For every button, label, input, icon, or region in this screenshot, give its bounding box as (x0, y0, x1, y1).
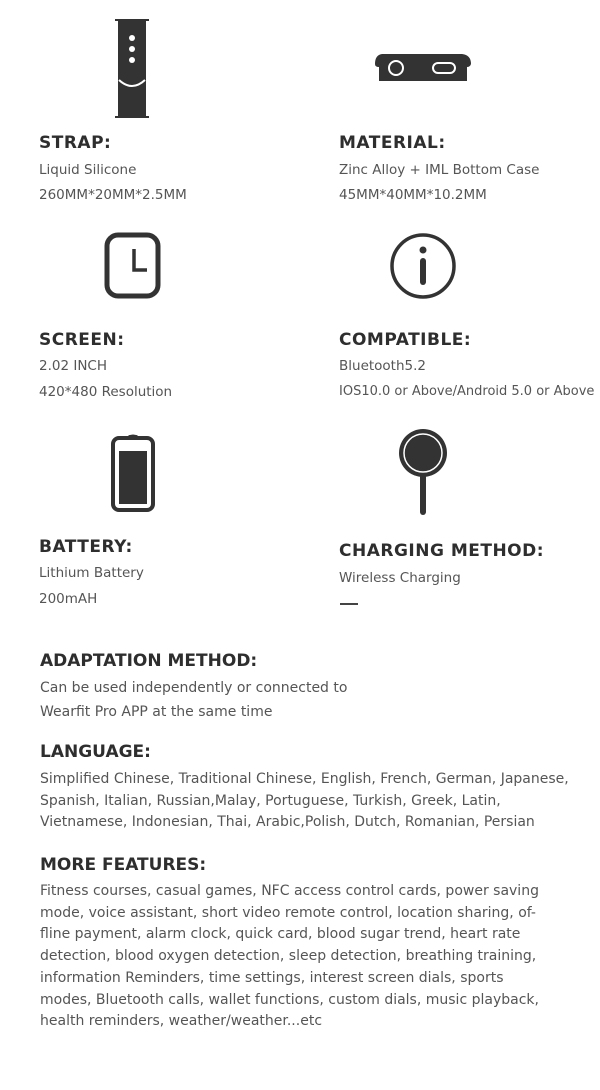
case-dimensions: 45MM*40MM*10.2MM (339, 187, 487, 203)
features-body (40, 881, 580, 1033)
adaptation-line: Can be used independently or connected to (40, 680, 348, 696)
placeholder-dash (340, 603, 358, 605)
language-line: Spanish, Italian, Russian,Malay, Portuguese, Turkish, Greek, Latin, (40, 792, 501, 809)
wireless-charger-icon (398, 429, 448, 517)
screen-resolution: 420*480 Resolution (39, 384, 173, 400)
battery-type: Lithium Battery (39, 565, 144, 581)
language-line: Simplified Chinese, Traditional Chinese, English, French, German, Japanese, (40, 771, 569, 787)
features-line: health reminders, weather/weather...etc (40, 1013, 323, 1030)
features-line: mode, voice assistant, short video remote control, location sharing, of- (40, 904, 536, 921)
adaptation-body (40, 676, 580, 724)
screen-size: 2.02 INCH (39, 358, 108, 374)
language-line: Vietnamese, Indonesian, Thai, Arabic,Polish, Dutch, Romanian, Persian (40, 814, 535, 831)
features-line: information Reminders, time settings, interest screen dials, sports (40, 969, 504, 986)
strap-material: Liquid Silicone (39, 162, 137, 178)
battery-icon (110, 434, 156, 512)
language-title: LANGUAGE: (40, 742, 151, 762)
language-body (40, 769, 580, 834)
bluetooth-version: Bluetooth5.2 (339, 358, 427, 374)
material-title: MATERIAL: (339, 133, 446, 153)
features-line: Fitness courses, casual games, NFC access control cards, power saving (40, 883, 539, 899)
strap-dimensions: 260MM*20MM*2.5MM (39, 187, 187, 203)
battery-capacity: 200mAH (39, 591, 98, 607)
compatible-title: COMPATIBLE: (339, 330, 472, 350)
battery-title: BATTERY: (39, 537, 133, 557)
material-value: Zinc Alloy + IML Bottom Case (339, 162, 540, 178)
screen-title: SCREEN: (39, 330, 125, 350)
charging-method: Wireless Charging (339, 570, 461, 586)
features-line: modes, Bluetooth calls, wallet functions, custom dials, music playback, (40, 991, 539, 1008)
adaptation-title: ADAPTATION METHOD: (40, 651, 258, 671)
info-icon (389, 232, 457, 300)
watch-case-icon (374, 54, 472, 82)
strap-icon (113, 18, 151, 120)
watch-screen-icon (104, 232, 161, 299)
features-line: detection, blood oxygen detection, sleep detection, breathing training, (40, 948, 537, 965)
features-title: MORE FEATURES: (40, 855, 207, 875)
strap-title: STRAP: (39, 133, 112, 153)
charging-title: CHARGING METHOD: (339, 541, 545, 561)
features-line: fline payment, alarm clock, quick card, blood sugar trend, heart rate (40, 926, 521, 943)
os-compatibility: IOS10.0 or Above/Android 5.0 or Above (339, 384, 595, 399)
adaptation-line: Wearfit Pro APP at the same time (40, 704, 273, 720)
